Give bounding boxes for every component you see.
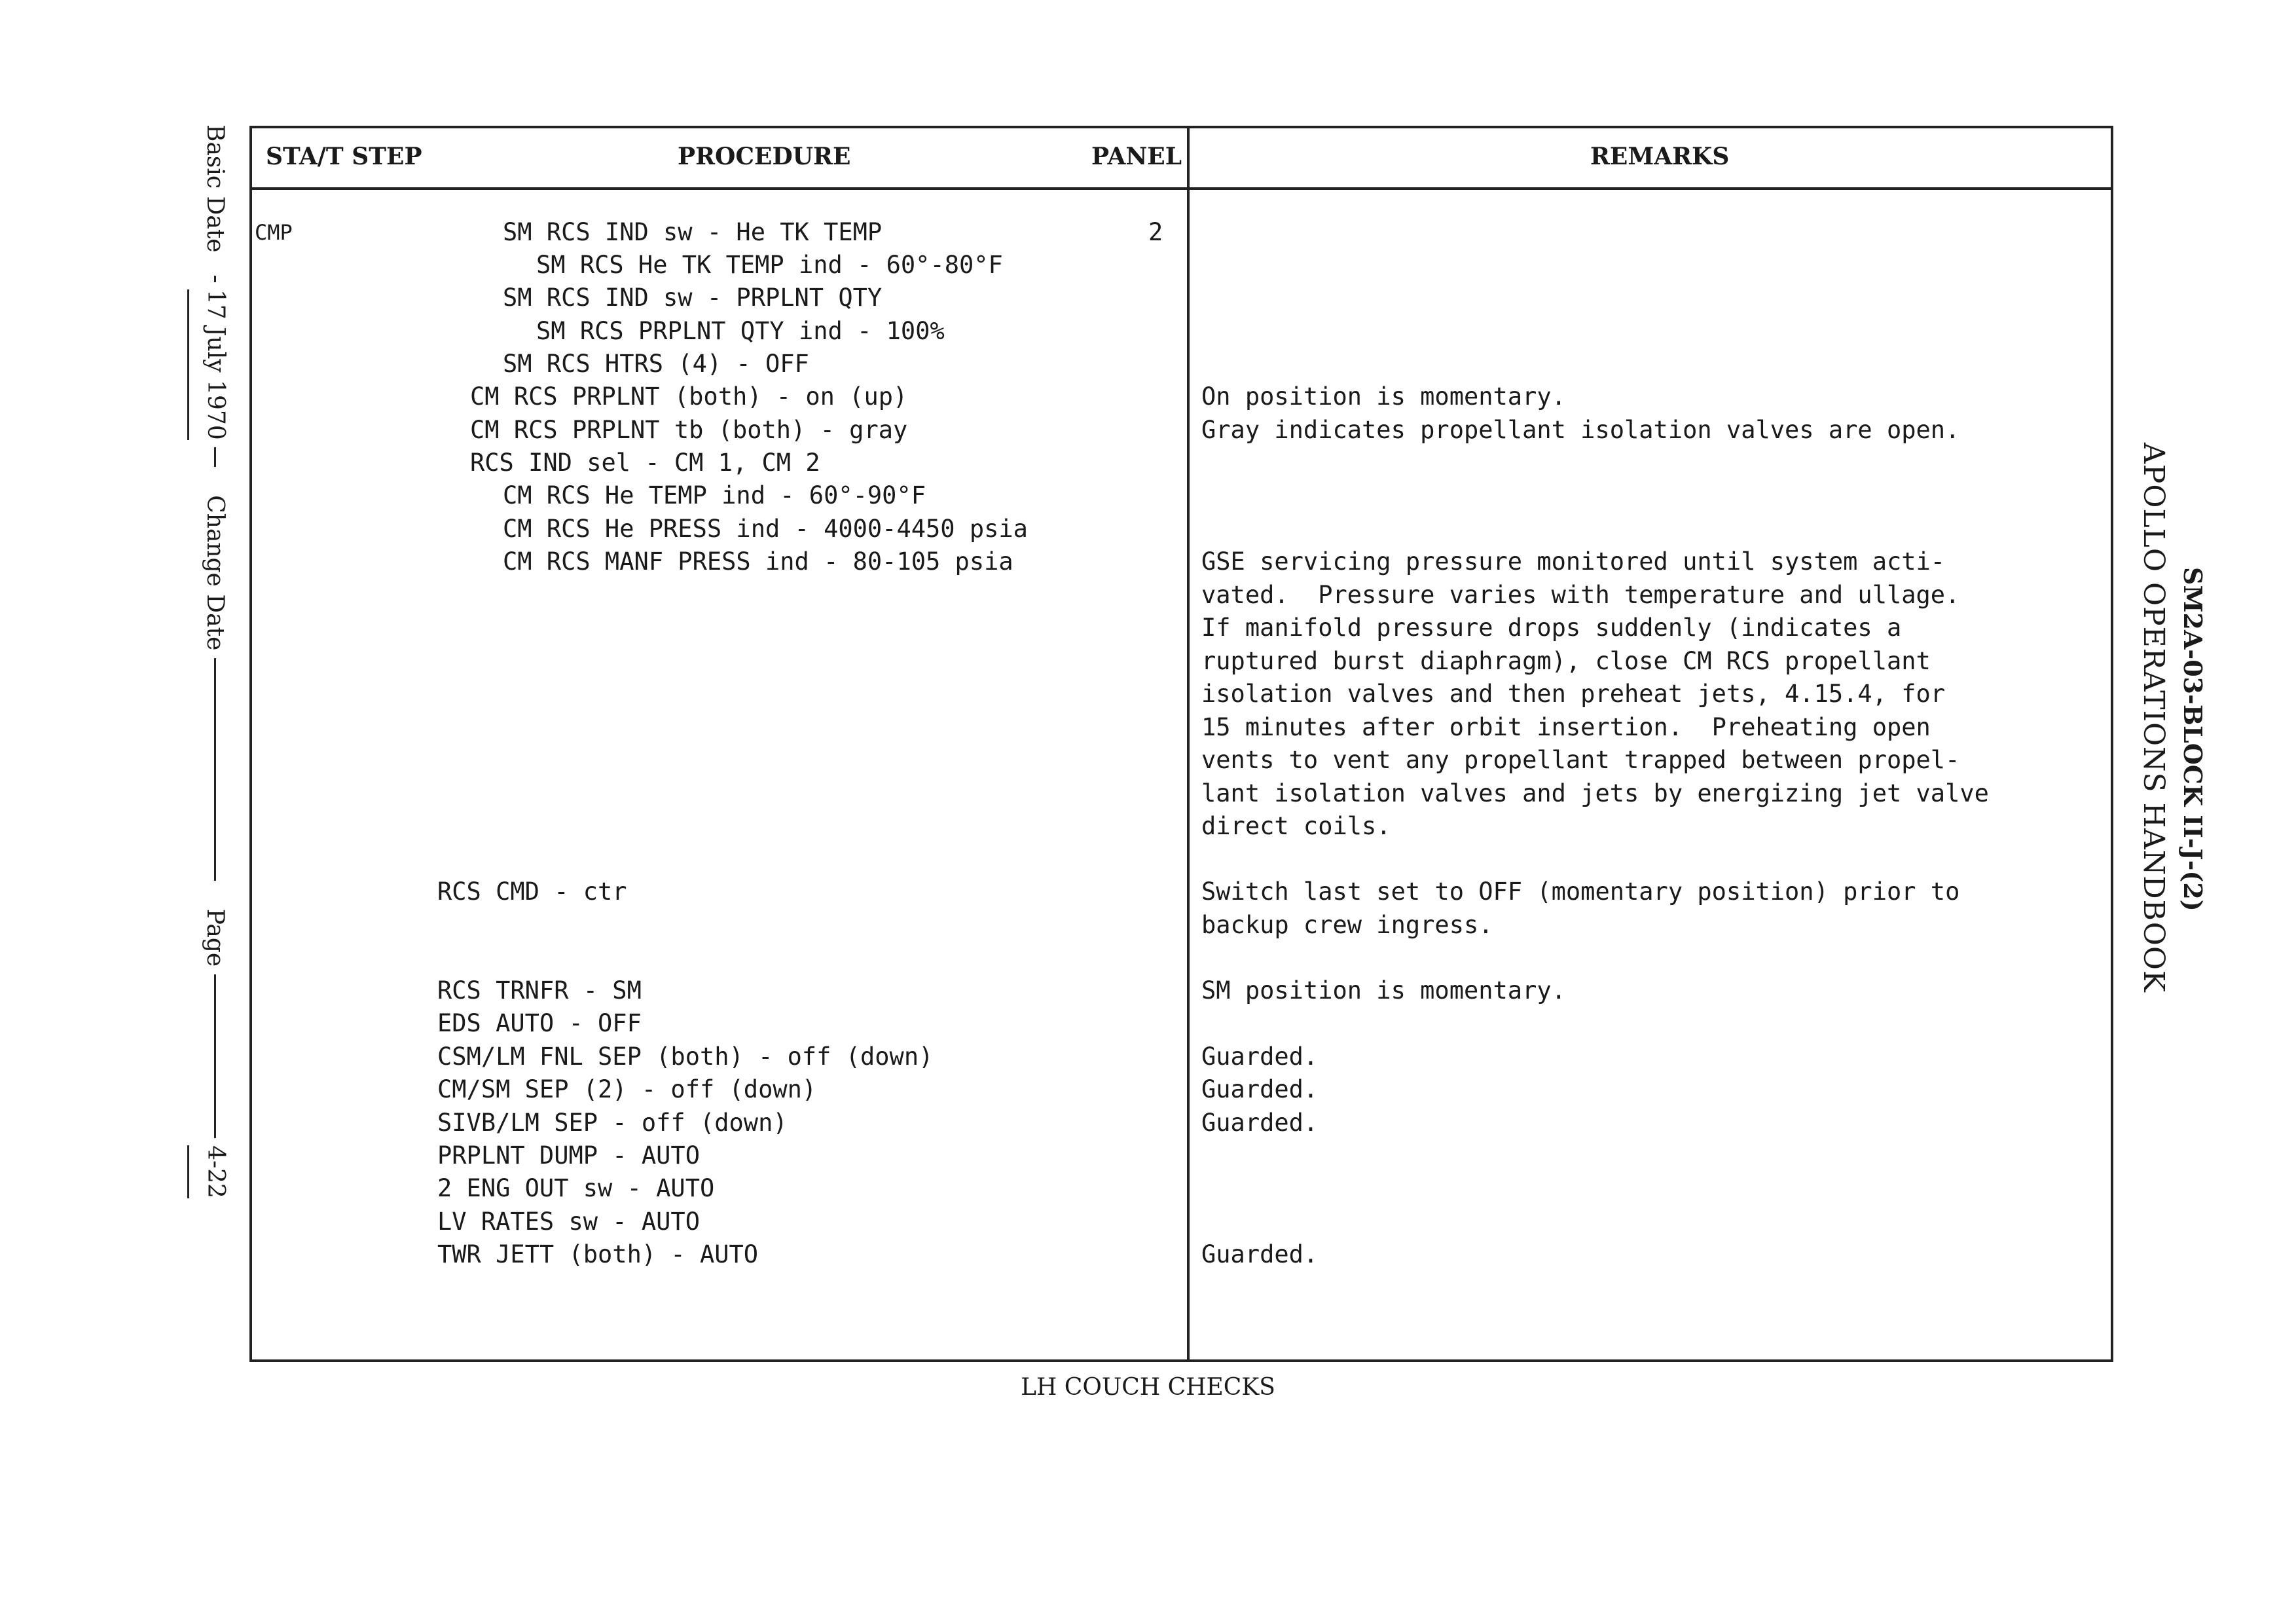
procedure-line: RCS CMD - ctr [437,877,627,906]
procedure-line: 2 ENG OUT sw - AUTO [437,1174,715,1202]
header-panel: PANEL [1091,143,1182,170]
page-number: 4-22 [188,1145,242,1198]
procedure-line: RCS TRNFR - SM [437,976,642,1005]
panel-cell: 2 [1148,218,1163,246]
figure-caption: LH COUCH CHECKS [1021,1374,1275,1401]
procedure-line: CM RCS PRPLNT (both) - on (up) [470,382,908,411]
column-divider [1187,128,1190,1359]
remark: Guarded. [1201,1075,1319,1103]
basic-date-label: Basic Date [202,124,228,253]
margin-strip [190,124,242,1323]
remark-paragraph: GSE servicing pressure monitored until system acti- vated. Pressure varies with temperature and ullage. If manifold pressure drops suddenly (indicates a ruptured burst diaphragm), close CM RCS propellant isolation valves and then preheat jets, 4.15.4, for 15 minutes after orbit insertion. Preheating open vents to vent any propellant trapped between propel- lant isolation valves and jets by energizing jet valve direct coils. [1201,547,1989,840]
procedure-line: SM RCS HTRS (4) - OFF [503,350,809,378]
change-date-label: Change Date [202,495,228,651]
remark: On position is momentary. [1201,382,1566,411]
header-divider [252,187,2111,190]
procedure-line: SM RCS IND sw - PRPLNT QTY [503,284,883,312]
header-sta-step: STA/T STEP [266,143,422,170]
procedure-line: RCS IND sel - CM 1, CM 2 [470,449,820,477]
procedure-line: CM/SM SEP (2) - off (down) [437,1075,817,1103]
header-procedure: PROCEDURE [678,143,851,170]
procedure-line: SM RCS IND sw - He TK TEMP [503,218,883,246]
basic-date-value: 17 July 1970 [188,289,242,440]
procedure-line: LV RATES sw - AUTO [437,1208,700,1236]
remark-paragraph: Switch last set to OFF (momentary position) prior to backup crew ingress. [1201,877,1960,939]
remark: Gray indicates propellant isolation valves are open. [1201,416,1960,444]
procedure-line: CM RCS He TEMP ind - 60°-90°F [503,481,926,509]
remark: Guarded. [1201,1109,1319,1137]
station-cell: CMP [255,220,293,245]
page-label: Page [202,908,228,967]
procedure-line: SM RCS He TK TEMP ind - 60°-80°F [536,251,1003,279]
procedure-line: EDS AUTO - OFF [437,1009,642,1037]
procedure-line: CM RCS PRPLNT tb (both) - gray [470,416,908,444]
remark: Guarded. [1201,1043,1319,1071]
procedure-line: CM RCS He PRESS ind - 4000-4450 psia [503,515,1028,543]
handbook-title: APOLLO OPERATIONS HANDBOOK [2137,443,2170,993]
header-remarks: REMARKS [1590,143,1730,170]
procedure-line: PRPLNT DUMP - AUTO [437,1141,700,1170]
procedure-line: SM RCS PRPLNT QTY ind - 100% [536,317,945,345]
document-id: SM2A-03-BLOCK II-J-(2) [2178,567,2208,912]
procedure-line: TWR JETT (both) - AUTO [437,1240,759,1268]
procedure-line: CM RCS MANF PRESS ind - 80-105 psia [503,547,1013,576]
remark: SM position is momentary. [1201,976,1566,1005]
procedure-line: CSM/LM FNL SEP (both) - off (down) [437,1043,934,1071]
procedure-line: SIVB/LM SEP - off (down) [437,1109,788,1137]
remark: Guarded. [1201,1240,1319,1268]
